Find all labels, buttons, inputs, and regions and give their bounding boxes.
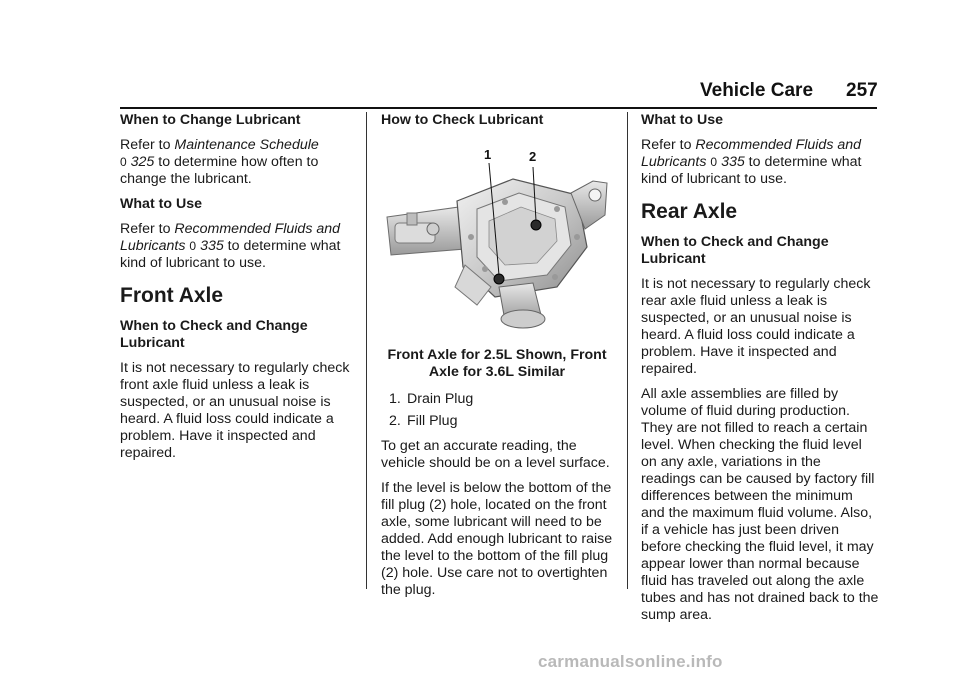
column-divider xyxy=(627,112,628,589)
subheading-when-to-change: When to Change Lubricant xyxy=(120,112,301,128)
text: Refer to xyxy=(120,221,175,237)
paragraph-add-lubricant: If the level is below the bottom of the fill plug (2) hole, located on the front axle, some lubricant will need to be added. Add enough lubricant to raise the level to the bottom of the fill plug (2) hole. Use care not to overtighten the plug. xyxy=(381,480,613,598)
subheading-what-to-use: What to Use xyxy=(120,196,202,212)
list-item: 2. Fill Plug xyxy=(389,413,458,429)
page-ref-icon: 0 xyxy=(189,239,197,253)
subheading-how-to-check: How to Check Lubricant xyxy=(381,112,544,128)
section-heading-front-axle: Front Axle xyxy=(120,284,224,307)
subheading-when-to-check: When to Check and Change Lubricant xyxy=(120,318,308,351)
running-header-title: Vehicle Care xyxy=(700,80,814,101)
page-ref-number[interactable]: 325 xyxy=(130,154,155,170)
column-right xyxy=(641,112,879,632)
maintenance-schedule-link[interactable]: Maintenance Schedule xyxy=(174,137,319,153)
page-ref-number[interactable]: 335 xyxy=(200,238,224,254)
site-watermark: carmanualsonline.info xyxy=(538,652,723,671)
front-axle-diagram xyxy=(381,137,613,337)
callout-legend xyxy=(381,391,613,430)
callout-label-2: 2 xyxy=(529,149,537,164)
paragraph-front-axle-check: It is not necessary to regularly check front axle fluid unless a leak is suspected, or an unusual noise is heard. A fluid loss could indicate a problem. Have it inspected and repaired. xyxy=(120,360,350,461)
callout-label-1: 1 xyxy=(484,147,492,162)
paragraph-level-surface: To get an accurate reading, the vehicle should be on a level surface. xyxy=(381,438,610,471)
text: to determine what kind of lubricant to use. xyxy=(641,154,862,187)
paragraph-maintenance-ref xyxy=(120,137,352,188)
subheading-when-to-check: When to Check and Change Lubricant xyxy=(641,234,829,267)
left-axle-tube xyxy=(387,207,465,255)
text: Refer to xyxy=(120,137,175,153)
recommended-fluids-link[interactable]: Recommended Fluids and Lubricants xyxy=(641,137,862,170)
column-middle xyxy=(381,112,613,607)
column-left xyxy=(120,112,352,470)
page-ref-icon: 0 xyxy=(120,155,127,169)
figure-caption: Front Axle for 2.5L Shown, Front Axle for 3.6L Similar xyxy=(387,347,607,380)
drain-plug xyxy=(494,274,504,284)
page-number: 257 xyxy=(846,80,878,101)
text: to determine how often to change the lubricant. xyxy=(120,154,319,187)
subheading-what-to-use: What to Use xyxy=(641,112,723,128)
page-ref-number[interactable]: 335 xyxy=(721,154,745,170)
section-heading-rear-axle: Rear Axle xyxy=(641,200,738,223)
column-divider xyxy=(366,112,367,589)
list-item: 1. Drain Plug xyxy=(389,391,474,407)
text: to determine what kind of lubricant to use. xyxy=(120,238,341,271)
fill-plug xyxy=(531,220,541,230)
paragraph-fluids-ref xyxy=(641,137,879,188)
header-rule xyxy=(120,107,877,109)
paragraph-rear-axle-check: It is not necessary to regularly check rear axle fluid unless a leak is suspected, or an unusual noise is heard. A fluid loss could indicate a problem. Have it inspected and repaired. xyxy=(641,276,871,377)
front-axle-illustration xyxy=(381,137,613,337)
page-ref-icon: 0 xyxy=(710,155,718,169)
recommended-fluids-link[interactable]: Recommended Fluids and Lubricants xyxy=(120,221,341,254)
paragraph-fill-volume: All axle assemblies are filled by volume of fluid during production. They are not filled to reach a certain level. When checking the fluid level on any axle, variations in the readings can be caused by factory fill differences between the minimum and the maximum fluid volume. Also, if a vehicle has just been driven before checking the fluid level, it may appear lower than normal because fluid has traveled out along the axle tubes and has not drained back to the sump area. xyxy=(641,386,879,623)
text: Refer to xyxy=(641,137,696,153)
paragraph-fluids-ref xyxy=(120,221,352,272)
